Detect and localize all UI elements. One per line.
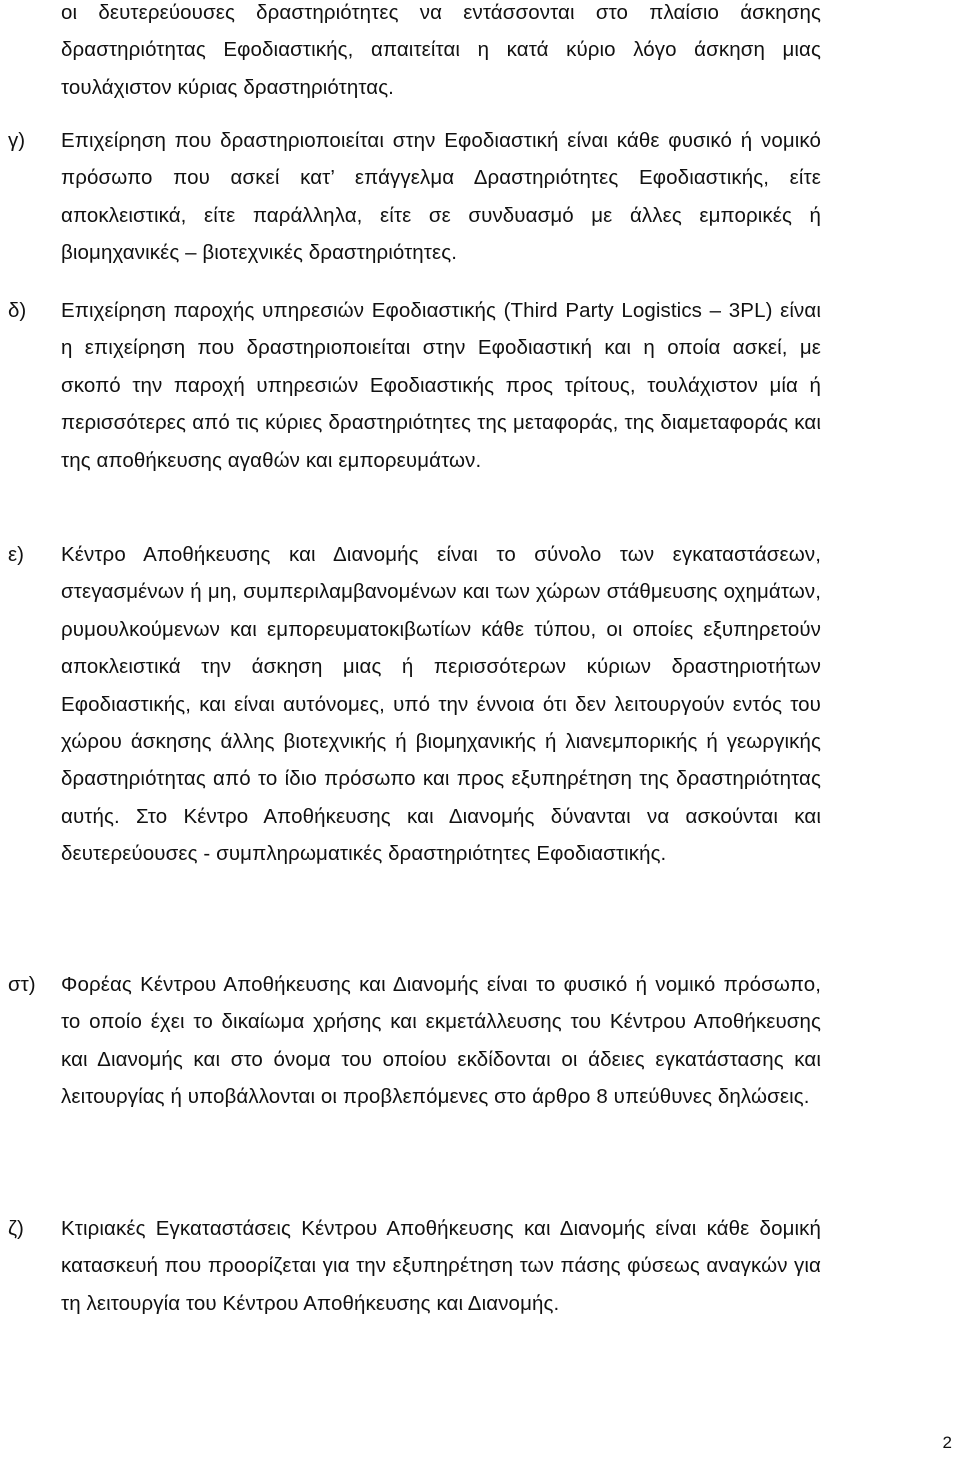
item-label-delta: δ) xyxy=(8,299,27,322)
item-text-zeta: Κτιριακές Εγκαταστάσεις Κέντρου Αποθήκευσης και Διανομής είναι κάθε δομική κατασκευή που προορίζεται για την εξυπηρέτηση των πάσης φύσεως αναγκών για τη λειτουργία του Κέντρου Αποθήκευσης και Διανομής. xyxy=(61,1217,821,1315)
item-text-epsilon: Κέντρο Αποθήκευσης και Διανομής είναι το σύνολο των εγκαταστάσεων, στεγασμένων ή μη, συμπεριλαμβανομένων και των χώρων στάθμευσης οχημάτων, ρυμουλκούμενων και εμπορευματοκιβωτίων κάθε τύπου, οι οποίες εξυπηρετούν αποκλειστικά την άσκηση μιας ή περισσότερων κύριων δραστηριοτήτων Εφοδιαστικής, και είναι αυτόνομες, υπό την έννοια ότι δεν λειτουργούν εντός του χώρου άσκησης άλλης βιοτεχνικής ή βιομηχανικής ή λιανεμπορικής ή γεωργικής δραστηριότητας από το ίδιο πρόσωπο και προς εξυπηρέτηση της δραστηριότητας αυτής. Στο Κέντρο Αποθήκευσης και Διανομής δύνανται να ασκούνται και δευτερεύουσες - συμπληρωματικές δραστηριότητες Εφοδιαστικής. xyxy=(61,543,821,866)
item-label-zeta: ζ) xyxy=(8,1217,24,1240)
item-label-stigma: στ) xyxy=(8,973,36,996)
item-text-delta: Επιχείρηση παροχής υπηρεσιών Εφοδιαστικής (Third Party Logistics – 3PL) είναι η επιχείρηση που δραστηριοποιείται στην Εφοδιαστική και η οποία ασκεί, με σκοπό την παροχή υπηρεσιών Εφοδιαστικής προς τρίτους, τουλάχιστον μία ή περισσότερες από τις κύριες δραστηριότητες της μεταφοράς, της διαμεταφοράς και της αποθήκευσης αγαθών και εμπορευμάτων. xyxy=(61,299,821,472)
page-number: 2 xyxy=(942,1433,952,1452)
intro-paragraph: οι δευτερεύουσες δραστηριότητες να εντάσσονται στο πλαίσιο άσκησης δραστηριότητας Εφοδιαστικής, απαιτείται η κατά κύριο λόγο άσκηση μιας τουλάχιστον κύριας δραστηριότητας. xyxy=(61,1,821,99)
item-text-gamma: Επιχείρηση που δραστηριοποιείται στην Εφοδιαστική είναι κάθε φυσικό ή νομικό πρόσωπο που ασκεί κατ’ επάγγελμα Δραστηριότητες Εφοδιαστικής, είτε αποκλειστικά, είτε παράλληλα, είτε σε συνδυασμό με άλλες εμπορικές ή βιομηχανικές – βιοτεχνικές δραστηριότητες. xyxy=(61,129,821,265)
item-text-stigma: Φορέας Κέντρου Αποθήκευσης και Διανομής είναι το φυσικό ή νομικό πρόσωπο, το οποίο έχει το δικαίωμα χρήσης και εκμετάλλευσης του Κέντρου Αποθήκευσης και Διανομής και στο όνομα του οποίου εκδίδονται οι άδειες εγκατάστασης και λειτουργίας ή υποβάλλονται οι προβλεπόμενες στο άρθρο 8 υπεύθυνες δηλώσεις. xyxy=(61,973,821,1109)
item-label-gamma: γ) xyxy=(8,129,26,152)
item-label-epsilon: ε) xyxy=(8,543,24,566)
